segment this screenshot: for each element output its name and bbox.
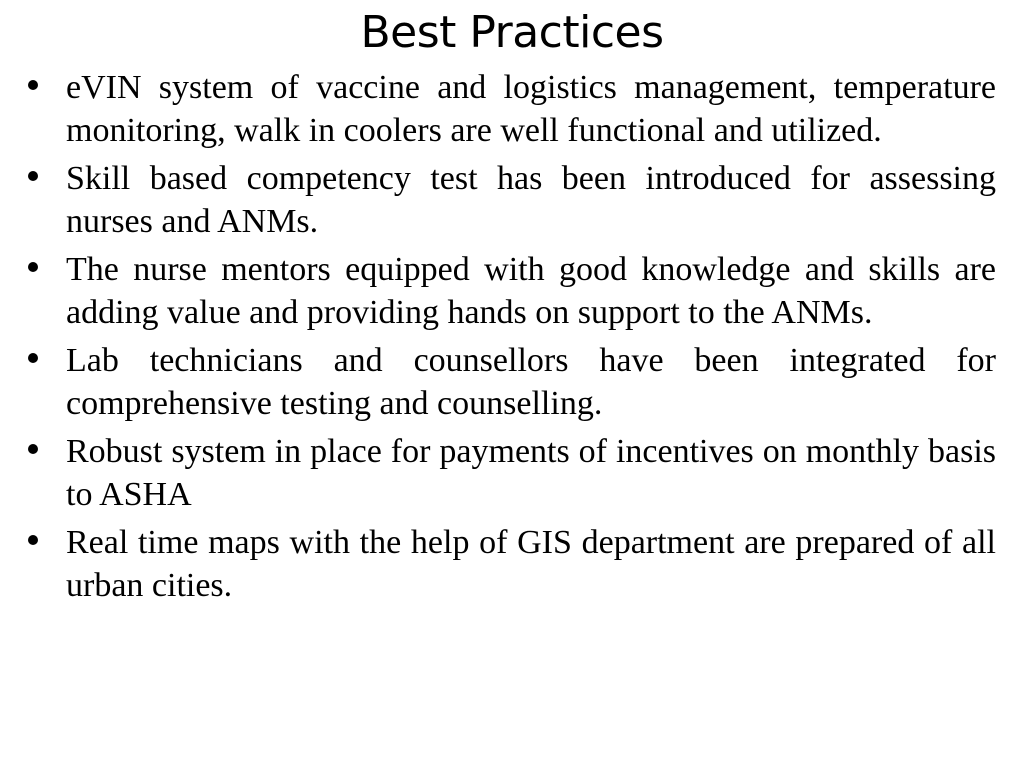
bullet-text: Real time maps with the help of GIS department are prepared of all urban cities. (66, 524, 996, 604)
bullet-text: Lab technicians and counsellors have been integrated for comprehensive testing and counselling. (66, 342, 996, 422)
bullet-item (0, 157, 1024, 243)
bullet-dot-icon (28, 171, 38, 181)
bullet-dot-icon (28, 535, 38, 545)
bullet-item (0, 521, 1024, 607)
bullet-text: Robust system in place for payments of incentives on monthly basis to ASHA (66, 433, 996, 513)
bullet-item (0, 339, 1024, 425)
bullet-dot-icon (28, 262, 38, 272)
bullet-text: eVIN system of vaccine and logistics management, temperature monitoring, walk in coolers are well functional and utilized. (66, 69, 996, 149)
bullet-item (0, 66, 1024, 152)
bullet-dot-icon (28, 80, 38, 90)
bullet-item (0, 248, 1024, 334)
bullet-list (0, 66, 1024, 612)
bullet-text: The nurse mentors equipped with good knowledge and skills are adding value and providing hands on support to the ANMs. (66, 251, 996, 331)
bullet-dot-icon (28, 444, 38, 454)
bullet-item (0, 430, 1024, 516)
bullet-dot-icon (28, 353, 38, 363)
slide-title: Best Practices (360, 7, 664, 58)
bullet-text: Skill based competency test has been introduced for assessing nurses and ANMs. (66, 160, 996, 240)
